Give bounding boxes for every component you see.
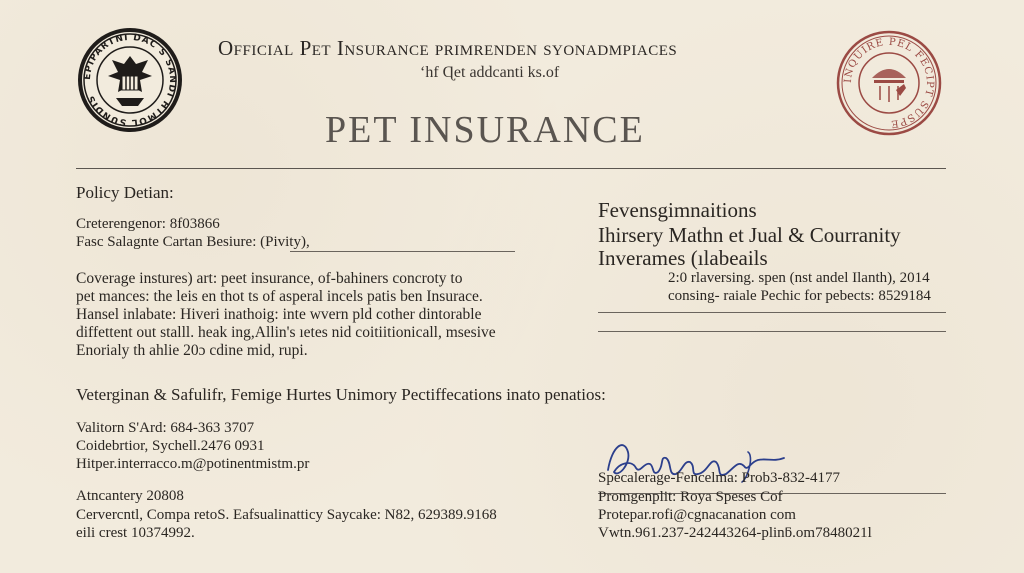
policy-line-1: Creterengenor: 8f03866: [76, 216, 220, 232]
vet-line-3: Hitper.interracco.m@potinentmistm.pr: [76, 456, 310, 472]
right-panel-heading-2: Ihirsery Mathn et Jual & Courranity: [598, 223, 901, 247]
policy-paragraph-line-1: Coverage instures) art: peet insurance, of-bahiners concroty to: [76, 270, 463, 287]
header-divider: [76, 168, 946, 169]
policy-paragraph-line-5: Enorialy th ahlie 20ɔ cdine mid, rupi.: [76, 342, 308, 359]
policy-paragraph-line-2: pet mances: the leis en thot ts of asperal incels patis ben Insurace.: [76, 288, 483, 305]
vet-line-4: Atncantery 20808: [76, 488, 184, 504]
document-header-title: Official Pet Insurance primrenden syonadmpiaces: [218, 36, 678, 60]
signature-line-4: Vwtn.961.237-242443264-plinƃ.om7848021l: [598, 525, 872, 541]
document-main-title: PET INSURANCE: [325, 109, 645, 151]
right-panel-rule-2: [598, 331, 946, 332]
vet-line-6: eili crest 10374992.: [76, 525, 195, 541]
document-header-subtitle: ʻhf Ɋet addcanti ks.of: [420, 64, 560, 81]
vet-heading: Veterginan & Safulifr, Femige Hurtes Unimory Pectiffecations inato penatios:: [76, 385, 606, 404]
right-panel-detail-2: consing- raiale Pechic for pebects: 8529184: [668, 288, 931, 304]
right-panel-rule-1: [598, 312, 946, 313]
policy-heading: Policy Detian:: [76, 183, 174, 202]
signature-line-1: Specalerage-Fencelma: Prob3-832-4177: [598, 470, 840, 486]
official-seal-left-icon: [76, 26, 184, 134]
right-panel-heading-3: Inverames (ılabeails: [598, 246, 768, 270]
policy-paragraph-line-3: Hansel inlabate: Hiveri inathoig: inte wvern pld cother dintorable: [76, 306, 482, 323]
vet-line-5: Cervercntl, Compa retoS. Eafsualinatticy Saycake: N82, 629389.9168: [76, 507, 497, 523]
vet-line-1: Valitorn S'Ard: 684-363 3707: [76, 420, 255, 436]
policy-line-2: Fasc Salagnte Cartan Besiure: (Pivity),: [76, 234, 310, 250]
right-panel-heading-1: Fevensgimnaitions: [598, 198, 757, 222]
policy-underline: [290, 251, 515, 252]
svg-text:INQUIRE PEL FECIPT SUSPE: INQUIRE PEL FECIPT SUSPE: [842, 36, 936, 130]
signature-line-3: Protepar.rofi@cgnacanation com: [598, 507, 796, 523]
vet-line-2: Coidebrtior, Sychell.2476 0931: [76, 438, 265, 454]
svg-text:EPIPARTNI DAC S SANDI HTMOL SU: EPIPARTNI DAC S SANDI HTMOL SUNDIS: [82, 32, 178, 128]
policy-paragraph-line-4: diffettent out stalll. heak ing,Allin's ıetes nid coitiitionicall, msesive: [76, 324, 496, 341]
signature-line-2: Promgenplit: Roya Speses Cof: [598, 489, 783, 505]
right-panel-detail-1: 2:0 rlaversing. spen (nst andel Ilanth), 2014: [668, 270, 930, 286]
official-seal-right-icon: [836, 30, 942, 136]
